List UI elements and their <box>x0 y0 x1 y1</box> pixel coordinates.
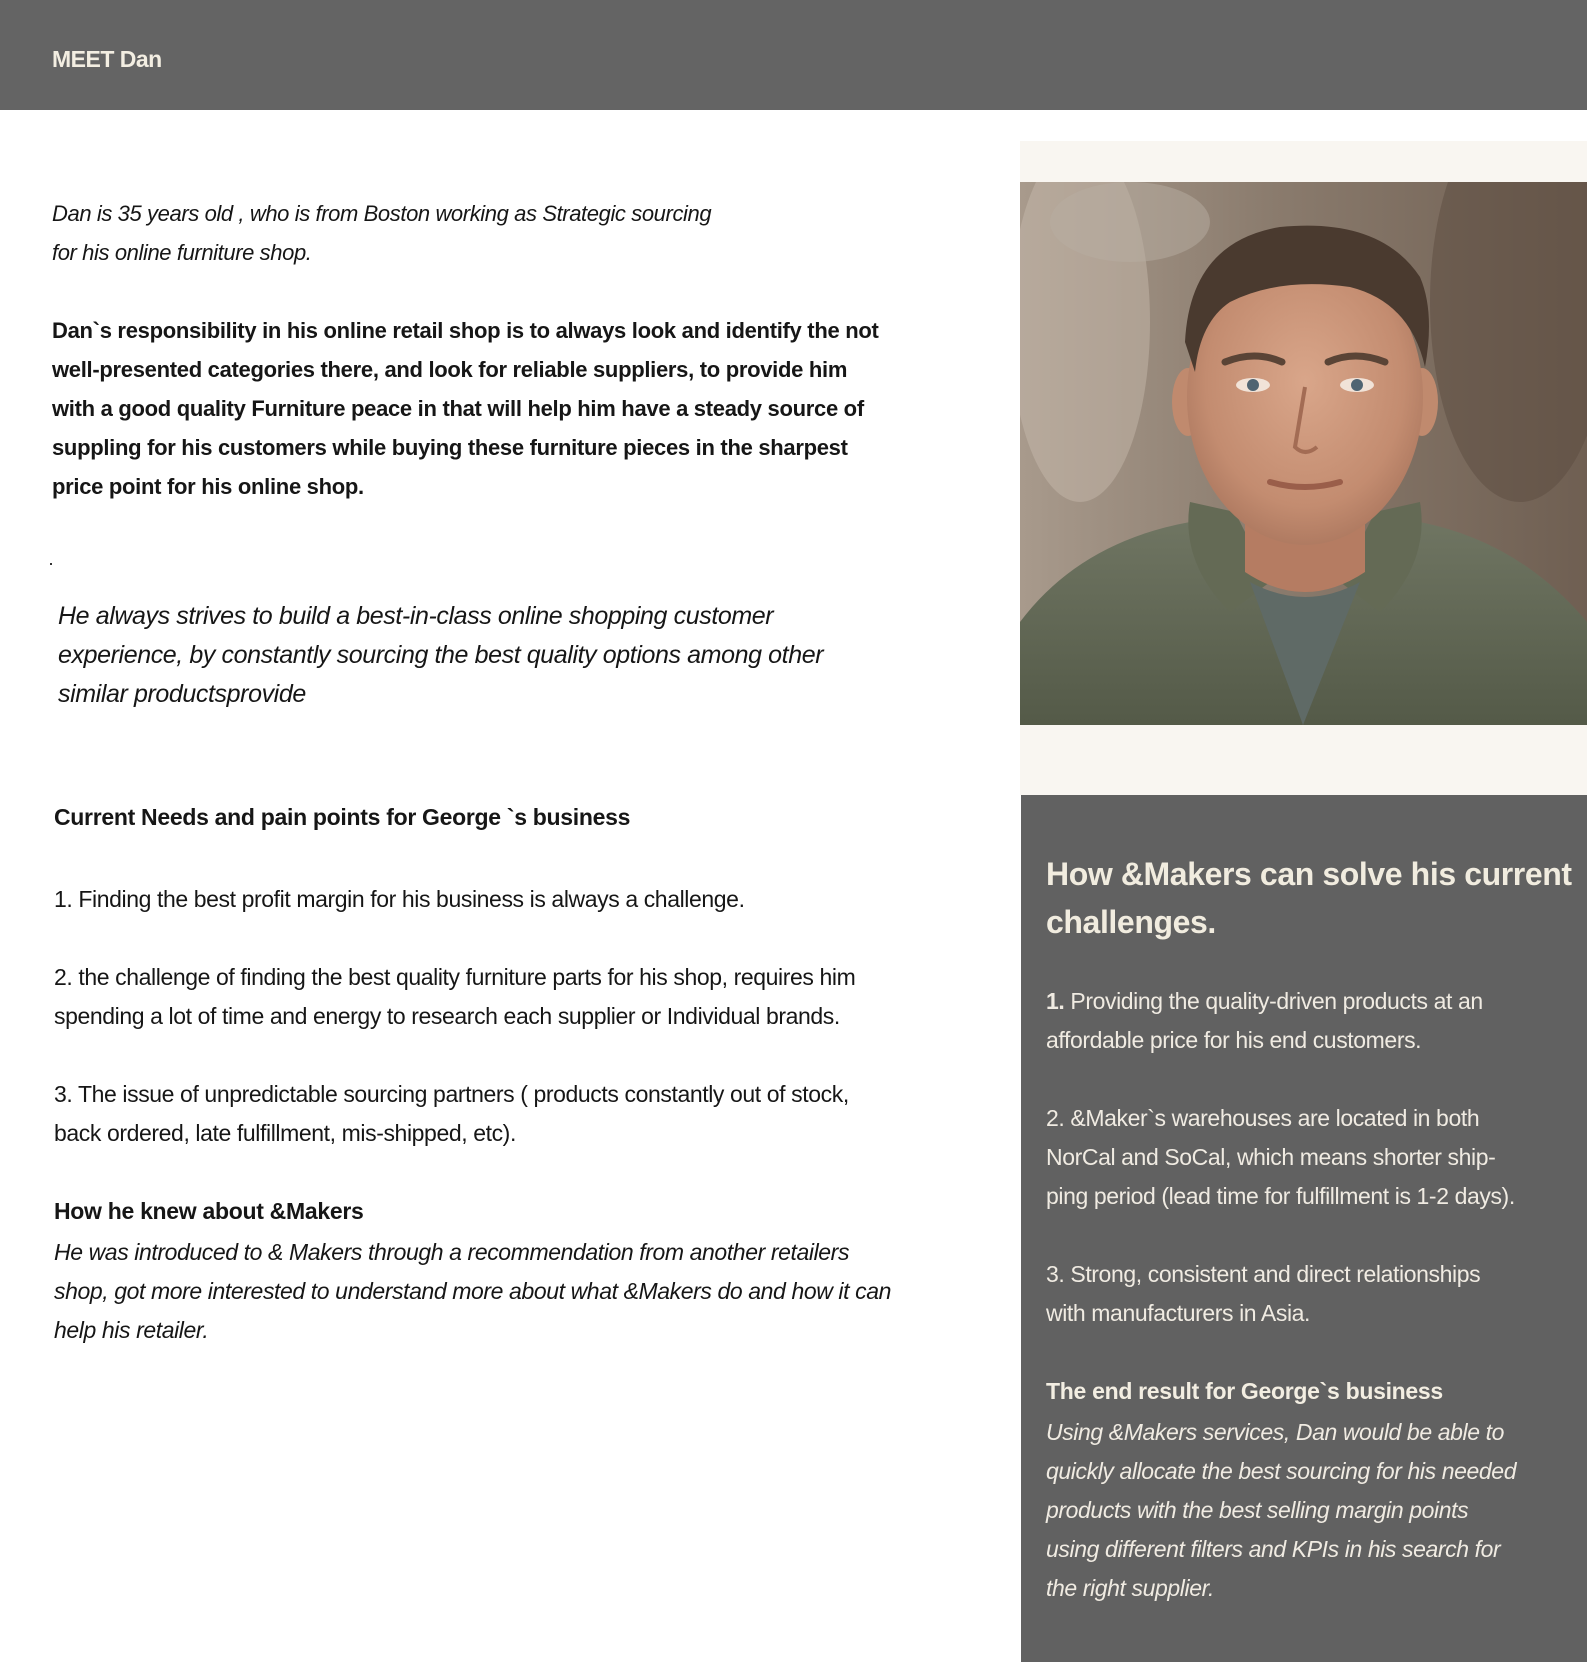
strives-paragraph <box>58 597 918 714</box>
needs-item <box>54 958 974 1036</box>
strives-line: experience, by constantly sourcing the best quality options among other <box>58 641 824 669</box>
needs-item-line: 1. Finding the best profit margin for his business is always a challenge. <box>54 886 745 912</box>
needs-item <box>54 1075 974 1153</box>
responsibility-line: well-presented categories there, and look for reliable suppliers, to provide him <box>52 357 848 382</box>
responsibility-line: suppling for his customers while buying these furniture pieces in the sharpest <box>52 435 848 460</box>
intro-paragraph <box>52 194 772 272</box>
knew-line: help his retailer. <box>54 1317 209 1343</box>
strives-line: similar productsprovide <box>58 680 306 708</box>
solution-item-line: with manufacturers in Asia. <box>1046 1300 1311 1326</box>
solution-text: Providing the quality-driven products at an <box>1064 988 1483 1014</box>
solution-number: 1. <box>1046 988 1065 1014</box>
needs-item-line: spending a lot of time and energy to research each supplier or Individual brands. <box>54 1003 840 1029</box>
page-title: MEET Dan <box>52 46 162 72</box>
needs-item-line: 2. the challenge of finding the best quality furniture parts for his shop, requires him <box>54 964 856 990</box>
header-bar <box>0 0 1587 110</box>
needs-item-line: 3. The issue of unpredictable sourcing partners ( products constantly out of stock, <box>54 1081 849 1107</box>
solution-item-line: 2. &Maker`s warehouses are located in both <box>1046 1105 1480 1131</box>
solutions-title-line: How &Makers can solve his current <box>1046 856 1572 892</box>
solution-item-line: 3. Strong, consistent and direct relationships <box>1046 1261 1481 1287</box>
portrait-photo <box>1020 182 1587 725</box>
result-line: the right supplier. <box>1046 1575 1214 1601</box>
result-line: quickly allocate the best sourcing for his needed <box>1046 1458 1517 1484</box>
needs-item-line: back ordered, late fulfillment, mis-shipped, etc). <box>54 1120 516 1146</box>
result-line: using different filters and KPIs in his search for <box>1046 1536 1501 1562</box>
needs-heading: Current Needs and pain points for George `s business <box>54 804 631 830</box>
responsibility-line: price point for his online shop. <box>52 474 364 499</box>
solutions-title-line: challenges. <box>1046 904 1216 940</box>
needs-item <box>54 880 974 919</box>
solution-item-line: ping period (lead time for fulfillment is 1-2 days). <box>1046 1183 1515 1209</box>
solution-item <box>1046 982 1576 1060</box>
needs-list <box>54 880 974 1192</box>
solutions-list <box>1046 982 1576 1372</box>
knew-line: He was introduced to & Makers through a recommendation from another retailers <box>54 1239 850 1265</box>
result-line: products with the best selling margin points <box>1046 1497 1469 1523</box>
knew-paragraph <box>54 1233 974 1350</box>
result-heading: The end result for George`s business <box>1046 1378 1443 1404</box>
responsibility-line: with a good quality Furniture peace in that will help him have a steady source of <box>52 396 864 421</box>
solution-item <box>1046 1099 1576 1216</box>
solution-item <box>1046 1255 1576 1333</box>
knew-line: shop, got more interested to understand more about what &Makers do and how it can <box>54 1278 891 1304</box>
intro-line: Dan is 35 years old , who is from Boston working as Strategic sourcing <box>52 201 712 226</box>
strives-line: He always strives to build a best-in-class online shopping customer <box>58 602 774 630</box>
responsibility-line: Dan`s responsibility in his online retail shop is to always look and identify the not <box>52 318 879 343</box>
knew-heading: How he knew about &Makers <box>54 1198 364 1224</box>
solution-item-line: NorCal and SoCal, which means shorter ship- <box>1046 1144 1496 1170</box>
solutions-title <box>1046 850 1576 946</box>
responsibility-paragraph <box>52 311 932 506</box>
result-paragraph <box>1046 1413 1576 1608</box>
solution-item-line <box>1046 982 1576 1021</box>
result-line: Using &Makers services, Dan would be able to <box>1046 1419 1504 1445</box>
stray-dot <box>50 563 52 565</box>
intro-line: for his online furniture shop. <box>52 240 312 265</box>
solution-item-line: affordable price for his end customers. <box>1046 1027 1422 1053</box>
